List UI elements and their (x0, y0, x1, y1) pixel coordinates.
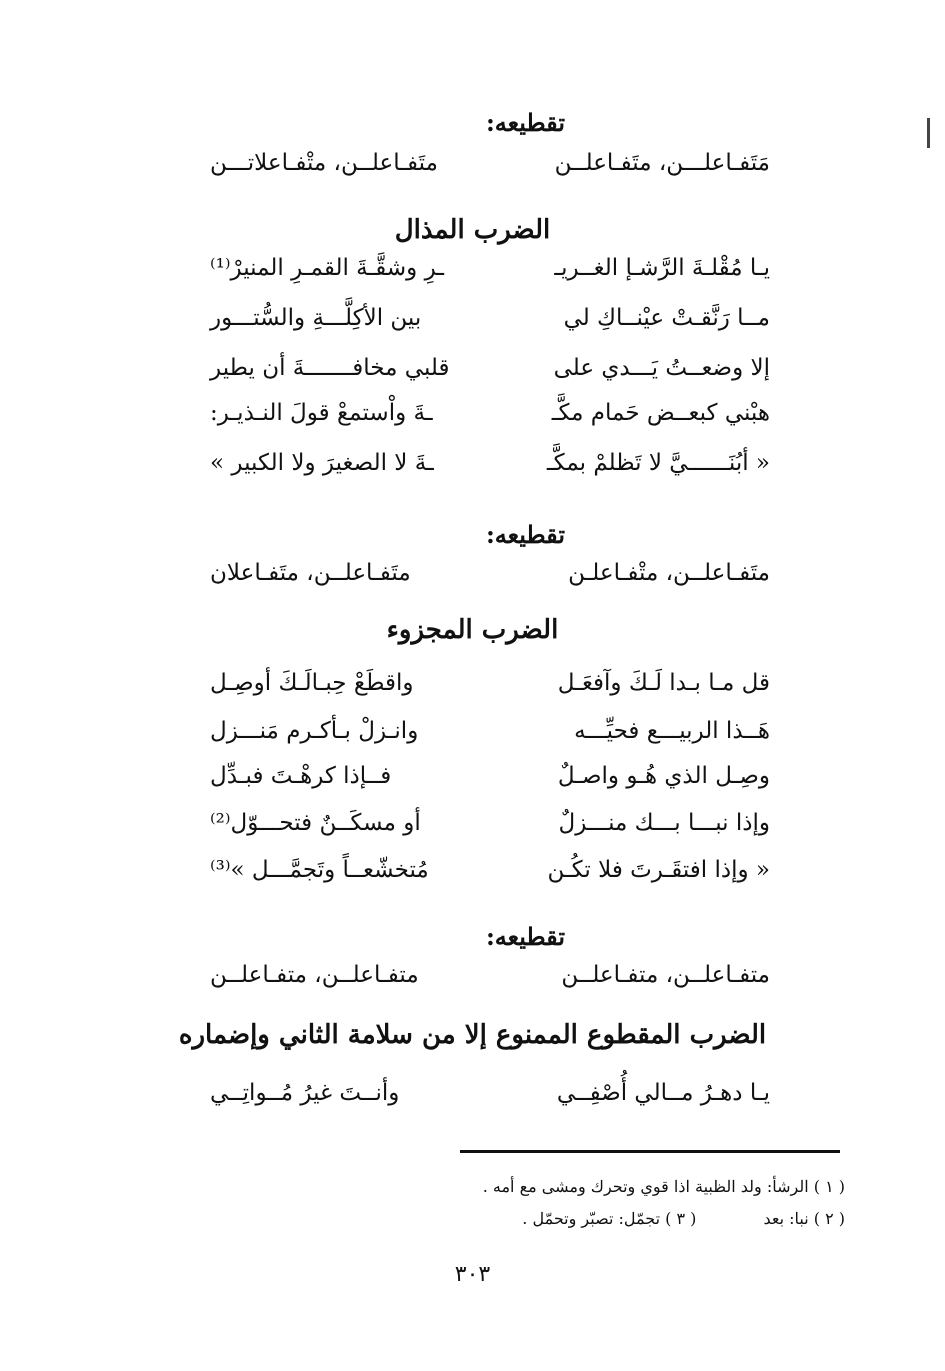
verse-second-hemistich: وانـزلْ بـأكـرم مَنـــزل (210, 718, 419, 744)
section-title-maqtu: الضرب المقطوع الممنوع إلا من سلامة الثاني وإضماره (178, 1020, 767, 1050)
footnote-2: ( ٢ ) نبا: بعد (763, 1209, 845, 1228)
verse-second-hemistich: بين الأكِلَّـــةِ والسُّتـــور (210, 305, 422, 331)
verse-line (210, 663, 770, 703)
verse-first-hemistich: مــا رَنَّقـتْ عيْنــاكِ لي (563, 305, 770, 331)
verse-second-hemistich: قلبي مخافـــــــةَ أن يطير (210, 355, 450, 381)
verse-second-hemistich: واقطَعْ حِبـالَـكَ أوصِـل (210, 670, 414, 696)
margin-ink-mark (927, 118, 930, 148)
verse-line (210, 443, 770, 483)
scansion-line-2 (210, 553, 770, 593)
verse-first-hemistich: هَــذا الربيـــع فحيِّـــه (574, 718, 770, 744)
verse-second-hemistich: مُتخشّعــاً وتَجمَّـــل »⁽³⁾ (210, 857, 429, 883)
footnote-rule (460, 1150, 840, 1153)
verse-line (210, 348, 770, 388)
footnote-3: ( ٣ ) تجمّل: تصبّر وتحمّل . (522, 1209, 697, 1228)
verse-second-hemistich: ـةَ لا الصغيرَ ولا الكبير » (210, 450, 434, 476)
verse-first-hemistich: « وإذا افتقَـرتَ فلا تكُـن (547, 857, 770, 883)
page-number: ٣٠٣ (454, 1262, 491, 1287)
scansion-line-3 (210, 955, 770, 995)
verse-first-hemistich: وصِـل الذي هُـو واصـلٌ (557, 763, 770, 789)
verse-second-hemistich: فــإذا كرهْـتَ فبـدِّل (210, 763, 392, 789)
scansion-second-hemistich: متفـاعلــن، متفـاعلــن (210, 962, 419, 988)
footnote-1: ( ١ ) الرشأ: ولد الظبية اذا قوي وتحرك ومشى مع أمه . (482, 1177, 845, 1196)
verse-first-hemistich: يـا دهـرُ مــالي أُصْفِــي (556, 1080, 770, 1106)
scansion-heading-1: تقطيعه: (485, 108, 565, 137)
verse-line (210, 1073, 770, 1113)
verse-second-hemistich: ـةَ واْستمعْ قولَ النـذيـر: (210, 400, 433, 426)
scansion-heading-2: تقطيعه: (485, 520, 565, 549)
scansion-second-hemistich: متَفـاعلــن، متْفـاعلاتـــن (210, 150, 438, 176)
scansion-first-hemistich: متفـاعلــن، متفـاعلــن (561, 962, 770, 988)
verse-line (210, 393, 770, 433)
scansion-second-hemistich: متَفـاعلــن، متَفـاعلان (210, 560, 411, 586)
verse-line (210, 756, 770, 796)
verse-first-hemistich: يـا مُقْلـةَ الرَّشـإ الغــريـ (554, 255, 770, 281)
verse-second-hemistich: وأنــتَ غيرُ مُــواتِــي (210, 1080, 400, 1106)
verse-line (210, 298, 770, 338)
scansion-first-hemistich: متَفـاعلــن، متْفـاعلـن (568, 560, 770, 586)
verse-line (210, 850, 770, 890)
footnote-row-2 (522, 1209, 845, 1228)
verse-first-hemistich: وإذا نبـــا بـــك منـــزلٌ (558, 810, 770, 836)
verse-first-hemistich: هبْني كبعــض حَمام مكَّـ (551, 400, 770, 426)
verse-first-hemistich: قل مـا بـدا لَـكَ وآفعَـل (557, 670, 770, 696)
verse-first-hemistich: إلا وضعــتُ يَـــدي على (553, 355, 770, 381)
section-title-mudhal: الضرب المذال (394, 215, 551, 245)
scansion-line-1 (210, 143, 770, 183)
verse-second-hemistich: أو مسكَــنٌ فتحـــوّل⁽²⁾ (210, 810, 421, 836)
verse-line (210, 803, 770, 843)
scansion-heading-3: تقطيعه: (485, 922, 565, 951)
verse-first-hemistich: « أبُنَــــــيَّ لا تَظلمْ بمكَّـ (546, 450, 770, 476)
scansion-first-hemistich: مَتَفـاعلـــن، متَفـاعلــن (554, 150, 770, 176)
verse-line (210, 248, 770, 288)
section-title-majzu: الضرب المجزوء (386, 615, 559, 645)
verse-second-hemistich: ـرِ وشقَّـةَ القمـرِ المنيرْ⁽¹⁾ (210, 255, 445, 281)
verse-line (210, 711, 770, 751)
